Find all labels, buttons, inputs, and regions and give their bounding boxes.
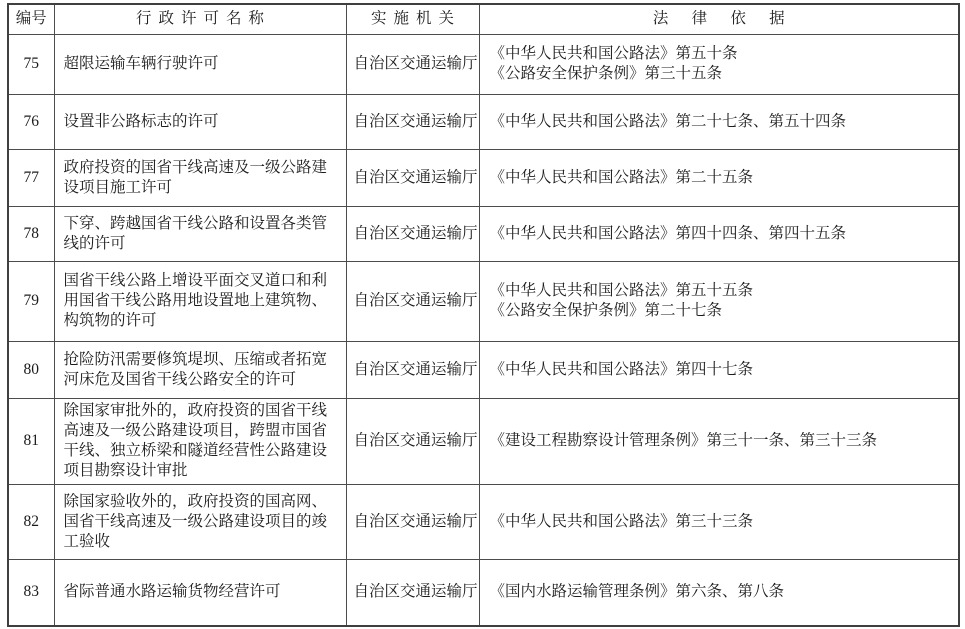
cell-number: 83 (8, 559, 54, 626)
cell-number: 77 (8, 149, 54, 206)
cell-legal-basis (479, 559, 959, 626)
table-row (8, 149, 959, 206)
cell-agency: 自治区交通运输厅 (346, 34, 479, 94)
legal-line: 《中华人民共和国公路法》第五十五条 (489, 282, 754, 299)
legal-line: 《国内水路运输管理条例》第六条、第八条 (489, 583, 785, 601)
cell-permit-name: 抢险防汛需要修筑堤坝、压缩或者拓宽河床危及国省干线公路安全的许可 (54, 341, 346, 398)
legal-line: 《中华人民共和国公路法》第四十七条 (489, 360, 754, 378)
cell-permit-name: 超限运输车辆行驶许可 (54, 34, 346, 94)
cell-agency: 自治区交通运输厅 (346, 261, 479, 341)
cell-number: 76 (8, 94, 54, 149)
cell-number: 80 (8, 341, 54, 398)
cell-agency: 自治区交通运输厅 (346, 484, 479, 559)
table-row (8, 484, 959, 559)
table-row (8, 94, 959, 149)
header-label: 法律依据 (652, 10, 808, 28)
header-number (8, 4, 54, 34)
cell-number: 82 (8, 484, 54, 559)
cell-number: 79 (8, 261, 54, 341)
header-legal-basis (479, 4, 959, 34)
header-label: 行政许可名称 (136, 10, 271, 28)
cell-legal-basis (479, 398, 959, 484)
header-row (8, 4, 959, 34)
cell-permit-name: 省际普通水路运输货物经营许可 (54, 559, 346, 626)
header-permit-name (54, 4, 346, 34)
cell-permit-name: 政府投资的国省干线高速及一级公路建设项目施工许可 (54, 149, 346, 206)
table-row (8, 398, 959, 484)
cell-legal-basis (479, 149, 959, 206)
table-row (8, 559, 959, 626)
cell-permit-name: 设置非公路标志的许可 (54, 94, 346, 149)
cell-permit-name: 下穿、跨越国省干线公路和设置各类管线的许可 (54, 206, 346, 261)
cell-legal-basis (479, 484, 959, 559)
cell-permit-name: 除国家验收外的，政府投资的国高网、国省干线高速及一级公路建设项目的竣工验收 (54, 484, 346, 559)
cell-number: 75 (8, 34, 54, 94)
cell-number: 78 (8, 206, 54, 261)
legal-line: 《建设工程勘察设计管理条例》第三十一条、第三十三条 (489, 432, 878, 449)
cell-agency: 自治区交通运输厅 (346, 341, 479, 398)
header-label: 实施机关 (371, 10, 461, 28)
legal-line: 《公路安全保护条例》第三十五条 (489, 65, 723, 82)
cell-agency: 自治区交通运输厅 (346, 206, 479, 261)
legal-line: 《中华人民共和国公路法》第四十四条、第四十五条 (489, 224, 847, 242)
cell-agency: 自治区交通运输厅 (346, 559, 479, 626)
cell-number: 81 (8, 398, 54, 484)
cell-legal-basis (479, 34, 959, 94)
cell-permit-name: 除国家审批外的，政府投资的国省干线高速及一级公路建设项目，跨盟市国省干线、独立桥梁和隧道经营性公路建设项目勘察设计审批 (54, 398, 346, 484)
cell-agency: 自治区交通运输厅 (346, 94, 479, 149)
cell-permit-name: 国省干线公路上增设平面交叉道口和利用国省干线公路用地设置地上建筑物、构筑物的许可 (54, 261, 346, 341)
permits-table (7, 3, 960, 627)
table-row (8, 206, 959, 261)
legal-line: 《公路安全保护条例》第二十七条 (489, 302, 723, 319)
legal-line: 《中华人民共和国公路法》第二十七条、第五十四条 (489, 112, 847, 130)
header-agency (346, 4, 479, 34)
legal-line: 《中华人民共和国公路法》第三十三条 (489, 512, 754, 530)
cell-legal-basis (479, 206, 959, 261)
cell-legal-basis (479, 94, 959, 149)
table-row (8, 261, 959, 341)
cell-agency: 自治区交通运输厅 (346, 398, 479, 484)
cell-legal-basis (479, 341, 959, 398)
legal-line: 《中华人民共和国公路法》第五十条 (489, 45, 738, 62)
header-label: 编号 (15, 10, 47, 28)
cell-legal-basis (479, 261, 959, 341)
cell-agency: 自治区交通运输厅 (346, 149, 479, 206)
table-row (8, 341, 959, 398)
table-row (8, 34, 959, 94)
legal-line: 《中华人民共和国公路法》第二十五条 (489, 168, 754, 186)
